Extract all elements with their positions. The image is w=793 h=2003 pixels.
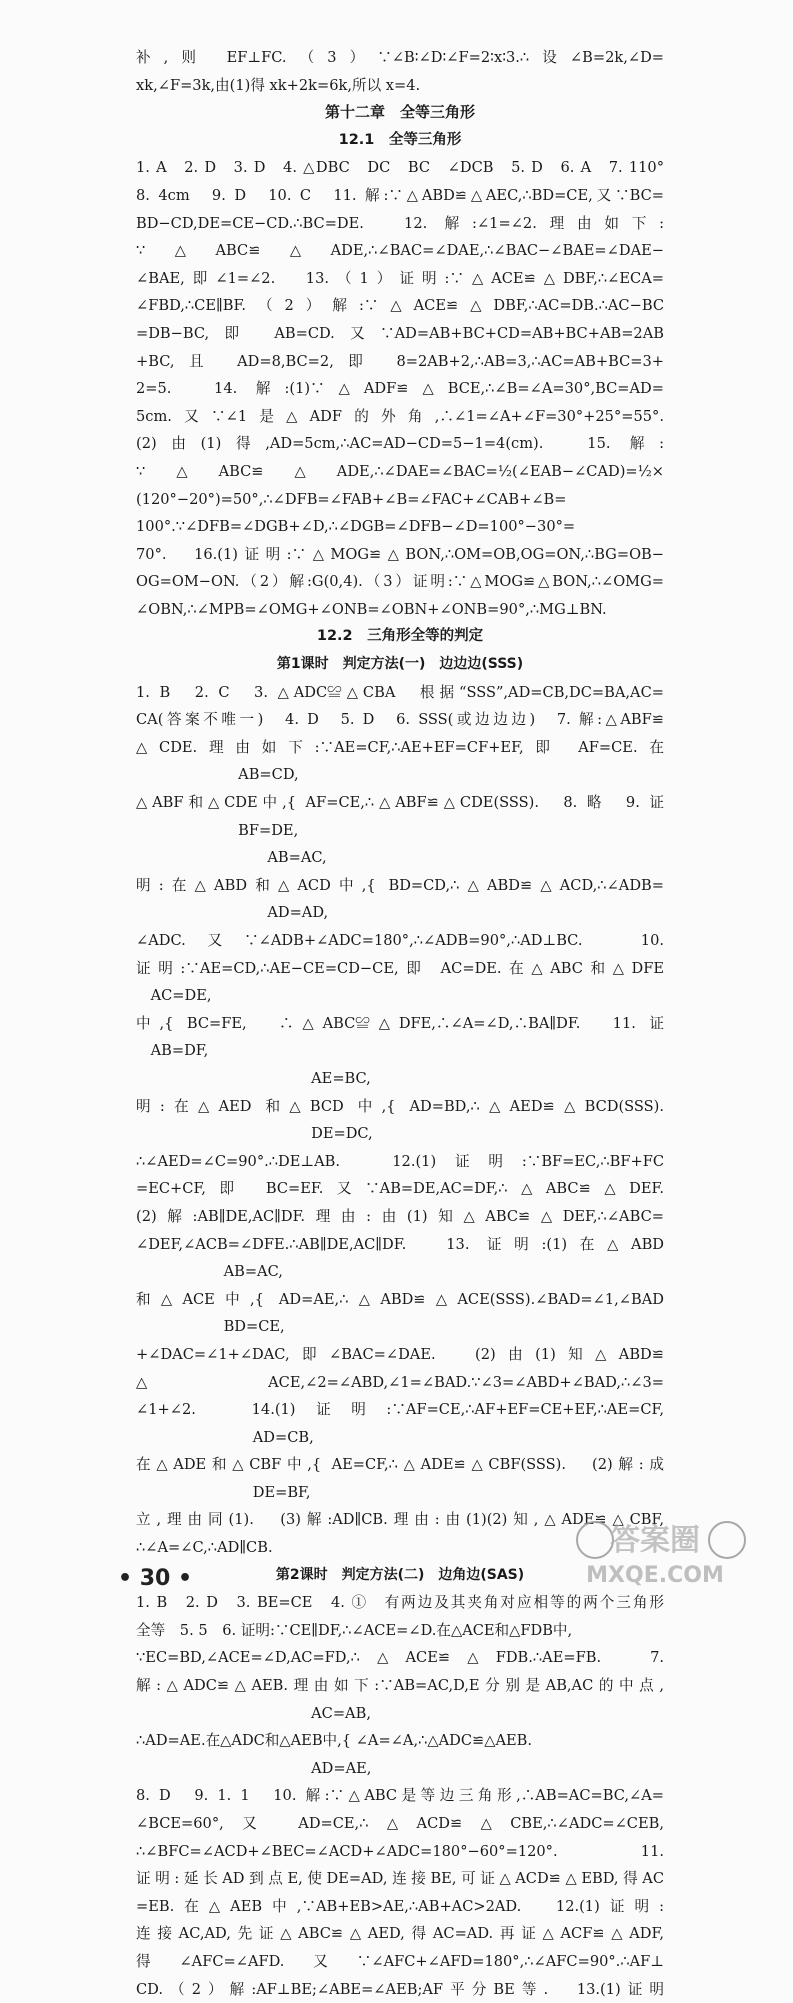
answer-line: 5cm.又∵∠1是△ADF的外角,∴∠1=∠A+∠F=30°+25°=55°. <box>136 407 664 425</box>
answer-line: AC=AB, <box>136 1704 371 1722</box>
answer-line: 得∠AFC=∠AFD.又∵∠AFC+∠AFD=180°,∴∠AFC=90°.∴AF⊥ <box>136 1952 664 1970</box>
answer-line: CD.（2）解:AF⊥BE;∠ABE=∠AEB;AF平分BE等. 13.(1)证明 <box>136 1980 664 1998</box>
answer-page <box>136 44 664 2003</box>
answer-line: 立,理由同(1). (3)解:AD∥CB.理由:由(1)(2)知,△ADE≌△CBF, <box>136 1511 664 1529</box>
chapter-heading: 第十二章 全等三角形 <box>324 103 475 122</box>
answer-line: 1. B 2. D 3. BE=CE 4. ① 有两边及其夹角对应相等的两个三角形 <box>136 1594 664 1612</box>
answer-line: AB=AC, <box>136 1263 283 1281</box>
answer-line: 证明:∵AE=CD,∴AE−CE=CD−CE,即 AC=DE.在△ABC和△DFE <box>136 959 664 977</box>
answer-line: ∴AD=AE.在△ADC和△AEB中,{ ∠A=∠A,∴△ADC≌△AEB. <box>136 1732 533 1750</box>
watermark-url: MXQE.COM <box>586 1563 724 1588</box>
answer-line: 连接AC,AD,先证△ABC≌△AED,得AC=AD.再证△ACF≌△ADF, <box>136 1925 664 1943</box>
answer-line: 2=5. 14. 解:(1)∵△ADF≌△BCE,∴∠B=∠A=30°,BC=AD= <box>136 380 664 398</box>
answer-line: 中,{ BC=FE, ∴△ABC≌△DFE,∴∠A=∠D,∴BA∥DF. 11. 证 <box>136 1014 664 1032</box>
answer-line: BD=CE, <box>136 1318 285 1336</box>
answer-line: AB=AC, <box>136 849 327 867</box>
answer-line: 明:在△AED 和△BCD 中,{ AD=BD,∴△AED≌△BCD(SSS). <box>136 1097 664 1115</box>
answer-line: (2)解:AB∥DE,AC∥DF.理由:由(1)知△ABC≌△DEF,∴∠ABC= <box>136 1207 664 1225</box>
answer-line: 70°. 16.(1)证明:∵△MOG≌△BON,∴OM=OB,OG=ON,∴BG=OB− <box>136 545 664 563</box>
page-number: • 30 • <box>118 1566 193 1591</box>
answer-line: ∴∠AED=∠C=90°.∴DE⊥AB. 12.(1)证明:∵BF=EC,∴BF+FC <box>136 1152 664 1170</box>
answer-line: 在△ADE和△CBF中,{ AE=CF,∴△ADE≌△CBF(SSS). (2)解:成 <box>136 1456 664 1474</box>
answer-line: 8. D 9. 1. 1 10. 解:∵△ABC是等边三角形,∴AB=AC=BC,∠A= <box>136 1787 664 1805</box>
answer-line: 证明:延长AD到点E,使DE=AD,连接BE,可证△ACD≌△EBD,得AC <box>136 1870 664 1888</box>
answer-line: +BC,且 AD=8,BC=2,即 8=2AB+2,∴AB=3,∴AC=AB+BC=3+ <box>136 352 664 370</box>
answer-line: △ABF和△CDE中,{ AF=CE,∴△ABF≌△CDE(SSS). 8. 略 9. 证 <box>136 794 664 812</box>
watermark-logo-text: 答案圈 <box>610 1523 700 1558</box>
site-watermark <box>535 1514 775 1590</box>
lesson-heading: 第1课时 判定方法(一) 边边边(SSS) <box>276 656 524 673</box>
answer-line: ∠ADC.又∵∠ADB+∠ADC=180°,∴∠ADB=90°,∴AD⊥BC. 10. <box>136 932 664 949</box>
answer-line: ∠1+∠2. 14.(1)证明:∵AF=CE,∴AF+EF=CE+EF,∴AE=CF, <box>136 1401 664 1419</box>
answer-line: ∠FBD,∴CE∥BF.（2）解:∵△ACE≌△DBF,∴AC=DB.∴AC−BC <box>136 297 664 315</box>
answer-line: △CDE.理由如下:∵AE=CF,∴AE+EF=CF+EF,即 AF=CE.在 <box>136 738 664 756</box>
answer-line: ∵EC=BD,∠ACE=∠D,AC=FD,∴△ACE≌△FDB.∴AE=FB. 7. <box>136 1649 664 1667</box>
section-heading: 12.2 三角形全等的判定 <box>316 628 484 645</box>
answer-line: AD=AD, <box>136 904 329 922</box>
answer-line: (120°−20°)=50°,∴∠DFB=∠FAB+∠B=∠FAC+∠CAB+∠B= <box>136 490 567 508</box>
answer-line: =EC+CF,即 BC=EF.又∵AB=DE,AC=DF,∴△ABC≌△DEF. <box>136 1180 664 1198</box>
answer-line: AE=BC, <box>136 1069 371 1087</box>
answer-line: AC=DE, <box>136 987 212 1005</box>
answer-line: =DB−BC,即 AB=CD.又∵AD=AB+BC+CD=AB+BC+AB=2AB <box>136 324 664 342</box>
answer-line: ∠DEF,∠ACB=∠DFE.∴AB∥DE,AC∥DF. 13. 证明:(1)在△ABD <box>136 1235 664 1253</box>
answer-line: AD=CB, <box>136 1428 314 1446</box>
section-heading: 12.1 全等三角形 <box>338 131 462 148</box>
answer-line: ∠OBN,∴∠MPB=∠OMG+∠ONB=∠OBN+∠ONB=90°,∴MG⊥BN. <box>136 600 607 618</box>
answer-line: ∴∠BFC=∠ACD+∠BEC=∠ACD+∠ADC=180°−60°=120°. 11. <box>136 1842 664 1860</box>
answer-line: ∴∠A=∠C,∴AD∥CB. <box>136 1539 273 1557</box>
answer-line: 100°.∵∠DFB=∠DGB+∠D,∴∠DGB=∠DFB−∠D=100°−30°= <box>136 518 576 536</box>
lesson-heading: 第2课时 判定方法(二) 边角边(SAS) <box>275 1566 525 1583</box>
answer-line: BD−CD,DE=CE−CD.∴BC=DE. 12. 解:∠1=∠2.理由如下: <box>136 214 664 232</box>
answer-line: BF=DE, <box>136 821 299 839</box>
answer-line: ∵△ABC≌△ADE,∴∠BAC=∠DAE,∴∠BAC−∠BAE=∠DAE− <box>136 242 664 260</box>
answer-line: ∵△ABC≌△ADE,∴∠DAE=∠BAC=½(∠EAB−∠CAD)=½× <box>136 462 664 480</box>
answer-line: 8. 4cm 9. D 10. C 11. 解:∵△ABD≌△AEC,∴BD=CE,又∵BC= <box>136 186 664 204</box>
answer-line: (2)由(1)得,AD=5cm,∴AC=AD−CD=5−1=4(cm). 15. 解: <box>136 435 664 453</box>
answer-line: +∠DAC=∠1+∠DAC,即∠BAC=∠DAE. (2)由(1)知△ABD≌ <box>136 1345 664 1363</box>
answer-line: xk,∠F=3k,由(1)得 xk+2k=6k,所以 x=4. <box>136 76 421 94</box>
answer-line: 补,则 EF⊥FC.（3）∵∠B∶∠D∶∠F=2∶x∶3.∴设∠B=2k,∠D= <box>136 49 664 66</box>
answer-line: DE=DC, <box>136 1125 373 1143</box>
answer-line: 明:在△ABD和△ACD中,{ BD=CD,∴△ABD≌△ACD,∴∠ADB= <box>136 876 664 894</box>
answer-line: DE=BF, <box>136 1483 311 1501</box>
answer-line: AD=AE, <box>136 1759 372 1777</box>
answer-line: =EB.在△AEB中,∵AB+EB>AE,∴AB+AC>2AD. 12.(1)证明: <box>136 1897 664 1915</box>
answer-line: 和△ACE中,{ AD=AE,∴△ABD≌△ACE(SSS).∠BAD=∠1,∠BAD <box>136 1290 664 1308</box>
answer-line: 1. B 2. C 3. △ADC≌△CBA 根据“SSS”,AD=CB,DC=BA,AC= <box>136 683 664 701</box>
answer-line: OG=OM−ON.（2）解:G(0,4).（3）证明:∵△MOG≌△BON,∴∠OMG= <box>136 573 664 591</box>
answer-line: △ACE,∠2=∠ABD,∠1=∠BAD.∵∠3=∠ABD+∠BAD,∴∠3= <box>136 1373 664 1391</box>
answer-line: AB=DF, <box>136 1042 209 1060</box>
answer-line: ∠BCE=60°,又 AD=CE,∴△ACD≌△CBE,∴∠ADC=∠CEB, <box>136 1815 664 1832</box>
answer-line: 解:△ADC≌△AEB.理由如下:∵AB=AC,D,E分别是AB,AC的中点, <box>136 1677 664 1695</box>
answer-line: AB=CD, <box>136 766 299 784</box>
answer-line: 全等 5. 5 6. 证明:∵CE∥DF,∴∠ACE=∠D.在△ACE和△FDB中, <box>136 1621 573 1639</box>
answer-line: 1. A 2. D 3. D 4. △DBC DC BC ∠DCB 5. D 6. A 7. 110° <box>136 159 664 177</box>
answer-line: ∠BAE,即∠1=∠2. 13.（1）证明:∵△ACE≌△DBF,∴∠ECA= <box>136 269 664 287</box>
answer-line: CA(答案不唯一) 4. D 5. D 6. SSS(或边边边) 7. 解:△ABF≌ <box>136 711 664 729</box>
